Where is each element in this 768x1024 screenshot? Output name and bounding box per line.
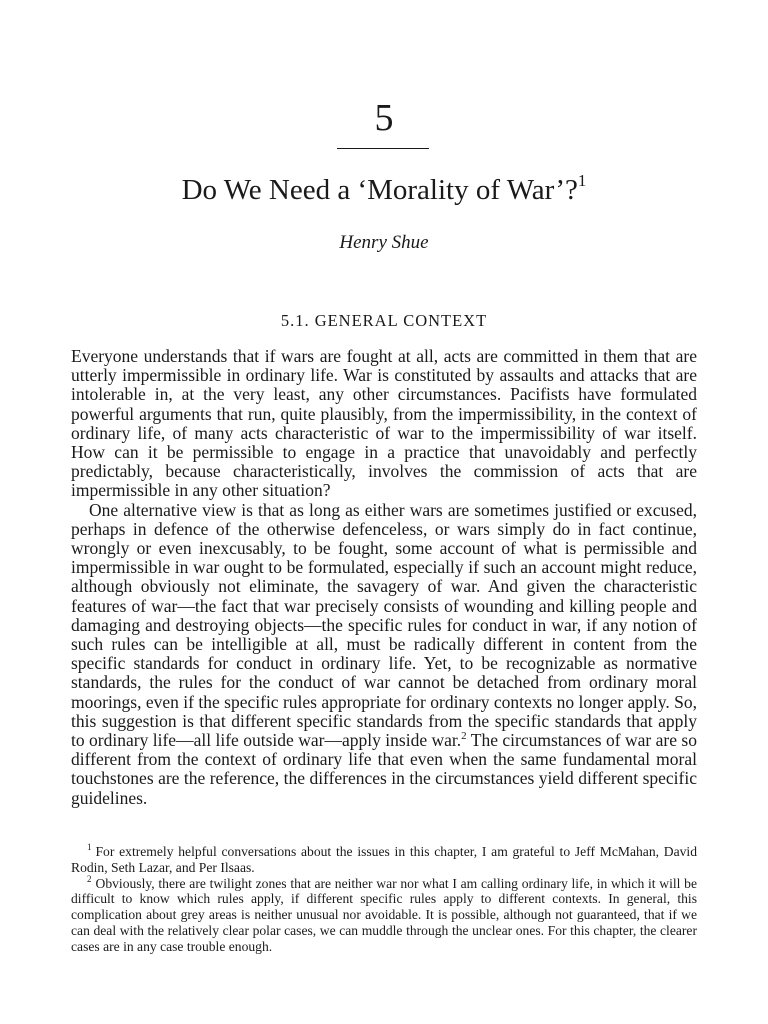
footnote-1-mark: 1 [87,842,92,853]
footnote-ref-2: 2 [461,730,467,743]
paragraph-1: Everyone understands that if wars are fought at all, acts are committed in them that are utterly impermissible in ordinary life. War is constituted by assaults and attacks that are intolerable in, at the very least, any other circumstances. Pacifists have formulated powerful arguments that run, quite plausibly, from the impermissibility, in the context of ordinary life, of many acts characteristic of war to the impermissibility of war itself. How can it be permissible to engage in a practice that unavoidably and perfectly predictably, because characteristically, involves the commission of acts that are impermissible in any other situation? [71,346,697,501]
chapter-number: 5 [374,97,394,139]
chapter-author: Henry Shue [339,232,429,253]
chapter-title [0,170,768,210]
footnote-2-text: Obviously, there are twilight zones that are neither war nor what I am calling ordinary life, in which it will be difficult to know which rules apply, if different specific rules apply to different contexts. In general, this complication about grey areas is neither unusual nor avoidable. It is possible, although not guaranteed, that if we can deal with the relatively clear polar cases, we can muddle through the unclear ones. For this chapter, the clearer cases are in any case trouble enough. [71,875,697,954]
paragraph-2 [71,501,697,808]
footnote-2 [71,876,697,955]
footnotes [71,844,697,955]
chapter-title-text: Do We Need a ‘Morality of War’? [181,174,578,206]
paragraph-2-part-b: The circumstances of war are so different from the context of ordinary life that even when the same fundamental moral touchstones are the reference, the differences in the circumstances yield different specific guidelines. [71,730,697,808]
paragraph-2-part-a: One alternative view is that as long as either wars are sometimes justified or excused, perhaps in defence of the otherwise defenceless, or wars simply do in fact continue, wrongly or even inexcusably, to be fought, some account of what is permissible and impermissible in war ought to be formulated, especially if such an account might reduce, although obviously not eliminate, the savagery of war. And given the characteristic features of war—the fact that war precisely consists of wounding and killing people and damaging and destroying objects—the specific rules for conduct in war, if any notion of such rules can be intelligible at all, must be radically different in content from the specific standards for conduct in ordinary life. Yet, to be recognizable as normative standards, the rules for the conduct of war cannot be detached from ordinary moral moorings, even if the specific rules appropriate for ordinary contexts no longer apply. So, this suggestion is that different specific standards from the specific standards that apply to ordinary life—all life outside war—apply inside war. [71,499,697,751]
chapter-title-note-ref: 1 [577,171,587,191]
body-text [71,347,697,808]
section-heading: 5.1. GENERAL CONTEXT [280,311,488,330]
footnote-2-mark: 2 [87,874,92,885]
footnote-1 [71,844,697,876]
footnote-1-text: For extremely helpful conversations about the issues in this chapter, I am grateful to Jeff McMahan, David Rodin, Seth Lazar, and Per Ilsaas. [71,844,697,875]
chapter-rule-divider [337,148,429,149]
